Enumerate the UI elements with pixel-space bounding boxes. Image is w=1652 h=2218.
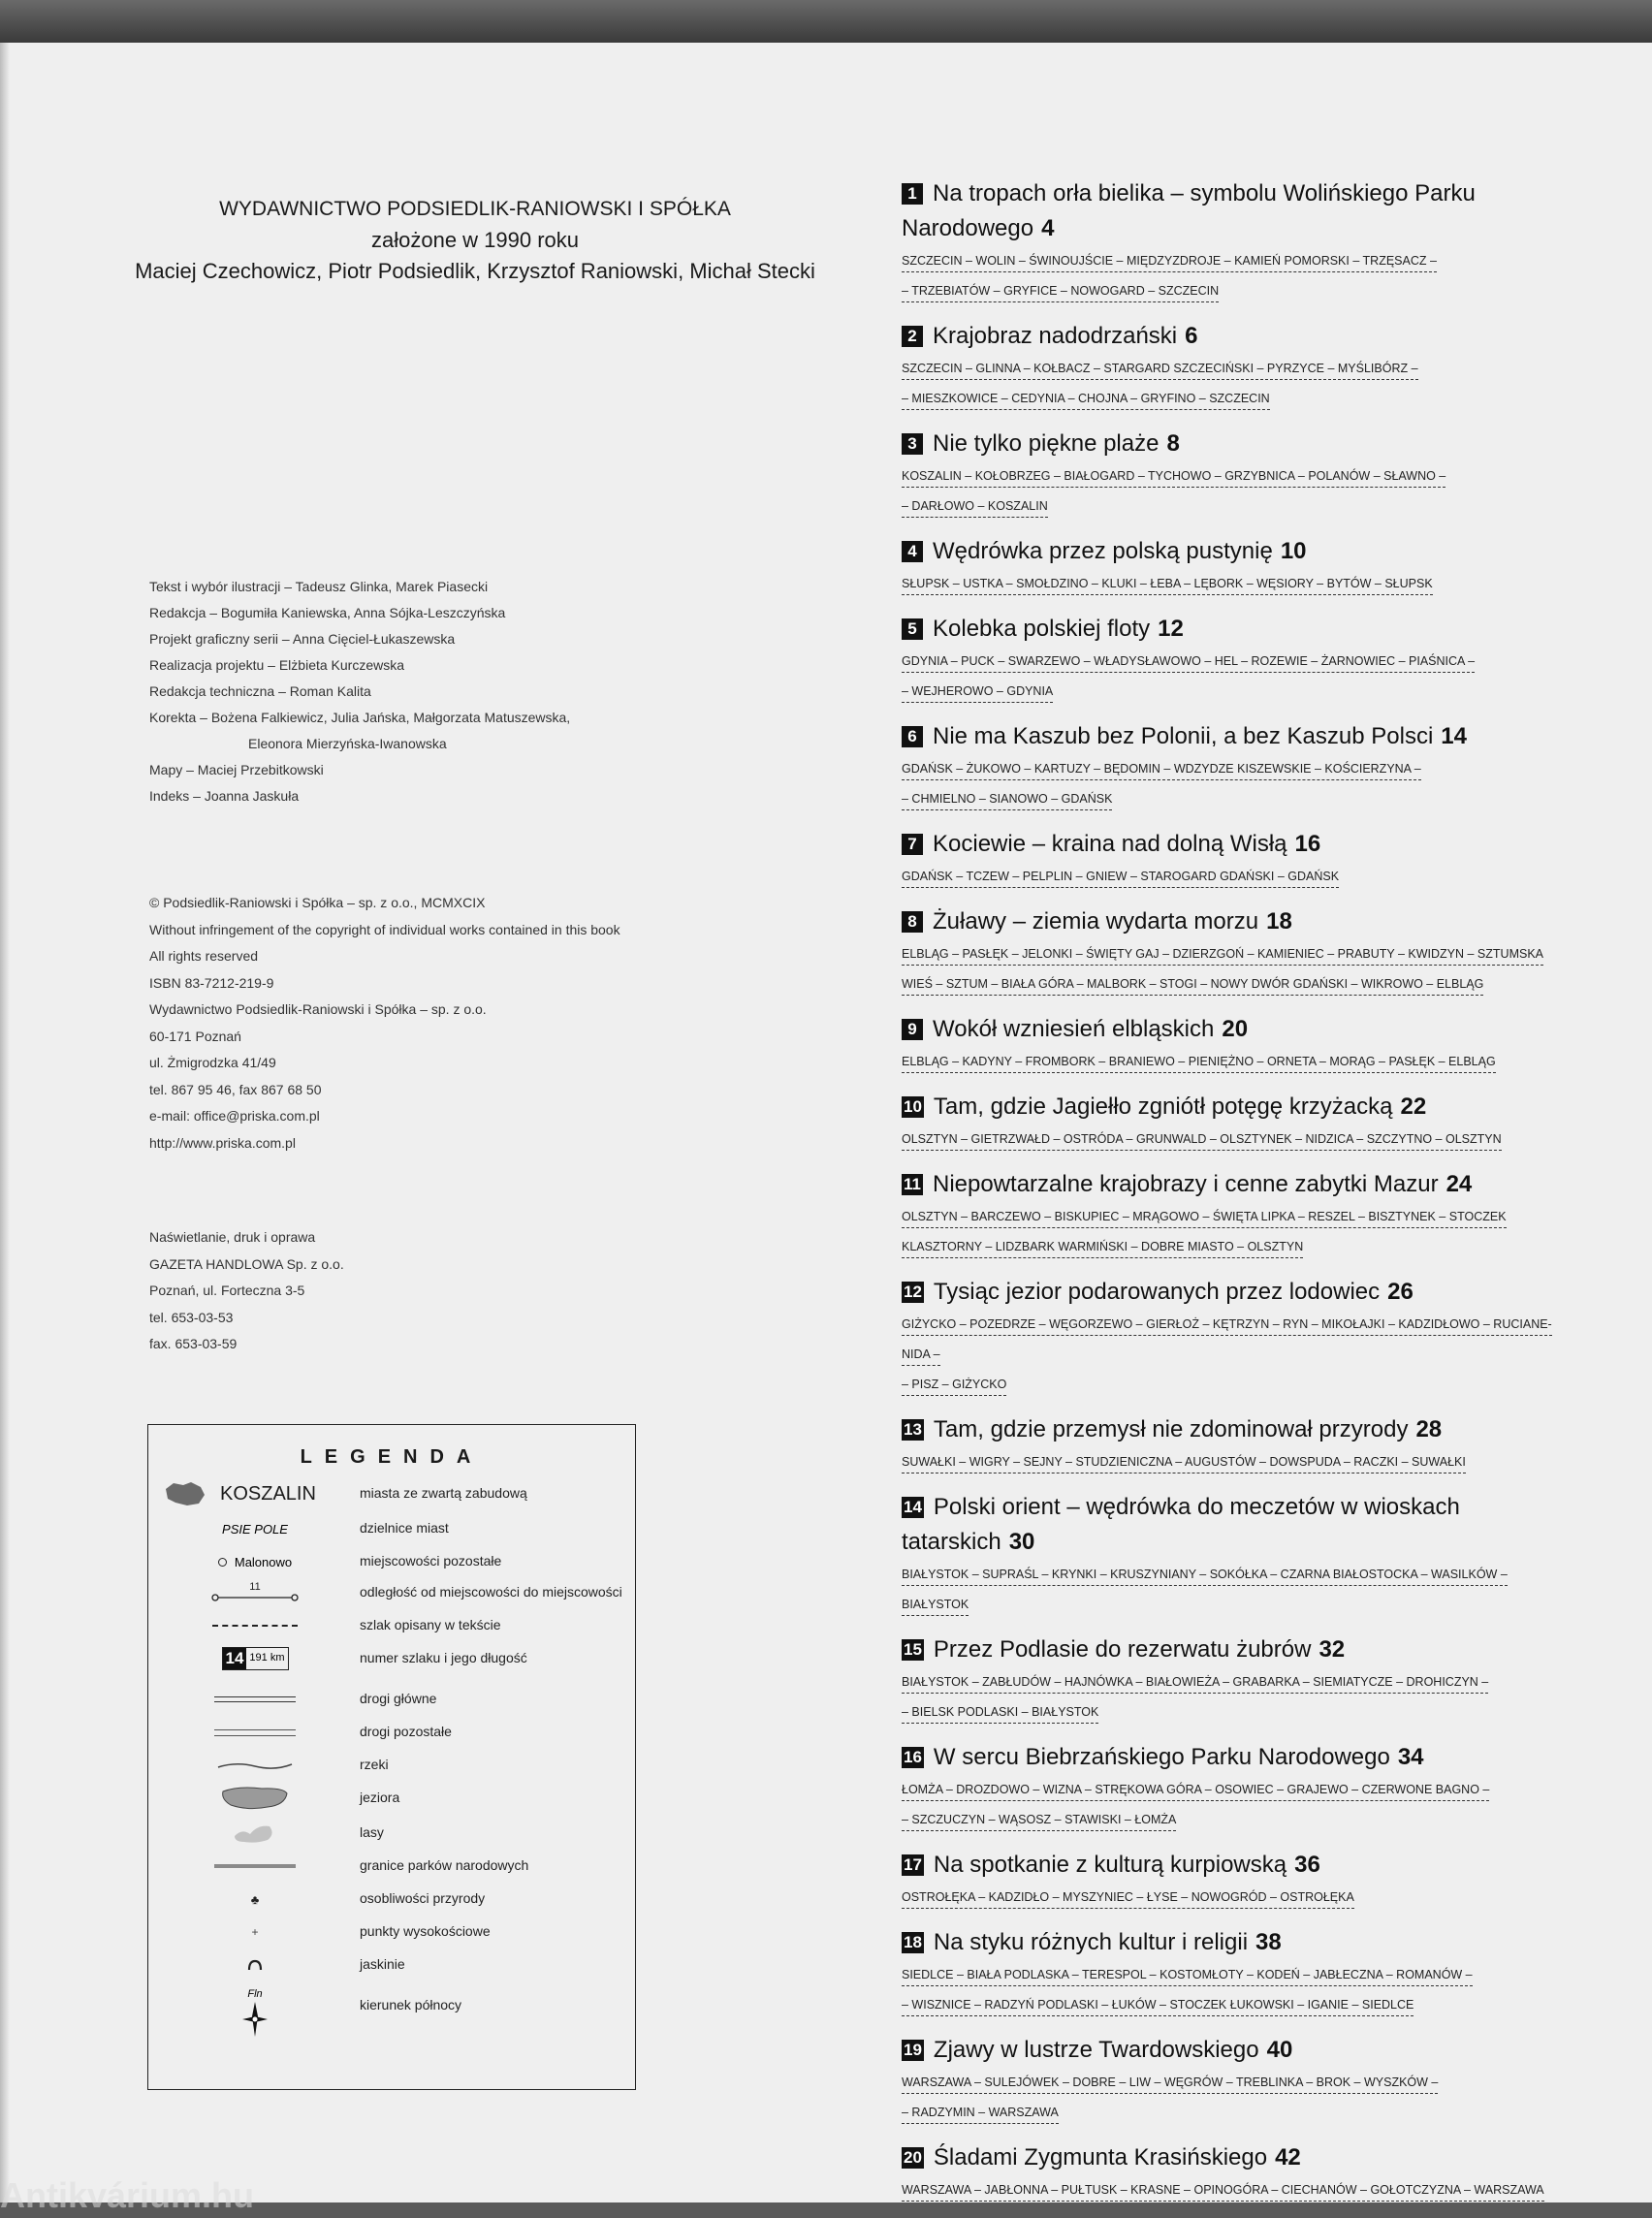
watermark: Antikvárium.hu: [0, 2175, 255, 2215]
legend-row-route-number: [148, 1644, 635, 1673]
toc-entry: [902, 1632, 1561, 1727]
map-legend: [147, 1424, 636, 2090]
book-top-edge: [0, 0, 1652, 43]
route-places: KOSZALIN – KOŁOBRZEG – BIAŁOGARD – TYCHOWO – GRZYBNICA – POLANÓW – SŁAWNO –: [902, 469, 1446, 488]
route-number-badge: 1: [902, 183, 923, 205]
chapter-title: Zjawy w lustrze Twardowskiego: [933, 2037, 1259, 2063]
chapter-title: Przez Podlasie do rezerwatu żubrów: [933, 1636, 1312, 1663]
toc-title-line: [902, 534, 1561, 569]
route-places: KLASZTORNY – LIDZBARK WARMIŃSKI – DOBRE MIASTO – OLSZTYN: [902, 1240, 1303, 1258]
page-number: 42: [1275, 2144, 1301, 2170]
print-line: GAZETA HANDLOWA Sp. z o.o.: [149, 1255, 344, 1272]
route-line: [902, 1232, 1561, 1262]
district-label: PSIE POLE: [222, 1521, 288, 1537]
route-line: [902, 491, 1561, 522]
route-number-badge: 7: [902, 834, 923, 855]
route-places: – BIELSK PODLASKI – BIAŁYSTOK: [902, 1705, 1098, 1724]
page-number: 16: [1294, 831, 1321, 857]
chapter-title: Wokół wzniesień elbląskich: [933, 1016, 1215, 1042]
credit-line: Projekt graficzny serii – Anna Cięciel-Łukaszewska: [149, 631, 456, 647]
publisher-name: WYDAWNICTWO PODSIEDLIK-RANIOWSKI I SPÓŁKA: [219, 198, 731, 220]
north-label: Fln: [247, 1988, 263, 2000]
toc-title-line: [902, 1848, 1561, 1883]
route-places: OSTROŁĘKA – KADZIDŁO – MYSZYNIEC – ŁYSE – NOWOGRÓD – OSTROŁĘKA: [902, 1890, 1354, 1909]
toc-title-line: [902, 1740, 1561, 1775]
credit-line: Redakcja techniczna – Roman Kalita: [149, 683, 371, 699]
cave-icon: [148, 1950, 362, 1980]
route-line: [902, 1370, 1561, 1400]
route-line: [902, 1960, 1561, 1990]
route-number-badge: 5: [902, 618, 923, 640]
route-number-badge: 4: [902, 541, 923, 562]
route-places: OLSZTYN – BARCZEWO – BISKUPIEC – MRĄGOWO – ŚWIĘTA LIPKA – RESZEL – BISZTYNEK – STOCZEK: [902, 1210, 1507, 1228]
toc-entry: [902, 1848, 1561, 1913]
route-places: GDAŃSK – ŻUKOWO – KARTUZY – BĘDOMIN – WDZYDZE KISZEWSKIE – KOŚCIERZYNA –: [902, 762, 1421, 780]
nature-feature-icon: ♣: [250, 1891, 260, 1907]
route-line: [902, 784, 1561, 814]
chapter-title: Kociewie – kraina nad dolną Wisłą: [933, 831, 1287, 857]
route-places: – TRZEBIATÓW – GRYFICE – NOWOGARD – SZCZECIN: [902, 284, 1219, 302]
toc-title-line: [902, 1167, 1561, 1202]
legend-desc: lasy: [360, 1824, 384, 1840]
route-line: [902, 246, 1561, 276]
page-number: 34: [1397, 1744, 1424, 1770]
toc-entry: [902, 319, 1561, 414]
place-circle-icon: [218, 1558, 227, 1567]
route-places: SŁUPSK – USTKA – SMOŁDZINO – KLUKI – ŁEBA – LĘBORK – WĘSIORY – BYTÓW – SŁUPSK: [902, 577, 1433, 595]
route-number-badge: 16: [904, 1748, 922, 1766]
legend-row-nature: [148, 1885, 635, 1914]
compass-icon: [148, 1983, 362, 2044]
toc-entry: [902, 534, 1561, 599]
chapter-title: Na styku różnych kultur i religii: [933, 1929, 1249, 1955]
legend-row-district: [148, 1514, 635, 1543]
toc-entry: [902, 1167, 1561, 1262]
copyright-line: tel. 867 95 46, fax 867 68 50: [149, 1081, 322, 1097]
route-places: – CHMIELNO – SIANOWO – GDAŃSK: [902, 792, 1112, 810]
legend-desc: jeziora: [360, 1790, 400, 1805]
lake-icon: [148, 1784, 362, 1813]
page-number: 10: [1280, 538, 1307, 564]
chapter-title: W sercu Biebrzańskiego Parku Narodowego: [933, 1744, 1390, 1770]
legend-desc: miasta ze zwartą zabudową: [360, 1485, 527, 1501]
route-line: [902, 2098, 1561, 2128]
toc-entry: [902, 427, 1561, 522]
route-places: – RADZYMIN – WARSZAWA: [902, 2106, 1059, 2124]
route-line: [902, 1047, 1561, 1077]
route-line: [902, 384, 1561, 414]
copyright-block: [149, 890, 620, 1157]
page-number: 6: [1185, 323, 1198, 349]
toc-entry: [902, 2033, 1561, 2128]
credit-line: Eleonora Mierzyńska-Iwanowska: [248, 736, 447, 751]
toc-title-line: [902, 1090, 1561, 1125]
route-line: [902, 969, 1561, 999]
chapter-title: Niepowtarzalne krajobrazy i cenne zabytki Mazur: [933, 1171, 1439, 1197]
legend-desc: kierunek północy: [360, 1997, 462, 2012]
print-line: Poznań, ul. Forteczna 3-5: [149, 1283, 305, 1298]
credit-line: Mapy – Maciej Przebitkowski: [149, 762, 324, 777]
website: http://www.priska.com.pl: [149, 1134, 296, 1151]
legend-row-north: [148, 1983, 635, 2044]
chapter-title: Wędrówka przez polską pustynię: [933, 538, 1273, 564]
isbn: ISBN 83-7212-219-9: [149, 974, 274, 991]
route-places: – WEJHEROWO – GDYNIA: [902, 684, 1053, 703]
main-road-icon: [148, 1685, 362, 1714]
route-line: [902, 1697, 1561, 1727]
route-line: [902, 1775, 1561, 1805]
route-line: [902, 354, 1561, 384]
chapter-title: Na spotkanie z kulturą kurpiowską: [933, 1852, 1287, 1878]
toc-entry: [902, 827, 1561, 892]
legend-desc: osobliwości przyrody: [360, 1890, 486, 1906]
toc-title-line: [902, 827, 1561, 862]
legend-row-place: [148, 1547, 635, 1576]
route-places: – WISZNICE – RADZYŃ PODLASKI – ŁUKÓW – STOCZEK ŁUKOWSKI – IGANIE – SIEDLCE: [902, 1998, 1414, 2016]
route-line: [902, 1125, 1561, 1155]
city-area-icon: [148, 1479, 375, 1508]
route-places: SIEDLCE – BIAŁA PODLASKA – TERESPOL – KOSTOMŁOTY – KODEŃ – JABŁECZNA – ROMANÓW –: [902, 1968, 1473, 1986]
route-line: [902, 939, 1561, 969]
legend-desc: drogi główne: [360, 1691, 437, 1706]
route-number-badge: 9: [902, 1019, 923, 1040]
legend-row-lakes: [148, 1784, 635, 1813]
route-line: [902, 1805, 1561, 1835]
chapter-title: Polski orient – wędrówka do meczetów w wioskach tatarskich: [902, 1494, 1460, 1555]
distance-icon: [148, 1578, 362, 1607]
toc-entry: [902, 1412, 1561, 1477]
route-places: GDYNIA – PUCK – SWARZEWO – WŁADYSŁAWOWO – HEL – ROZEWIE – ŻARNOWIEC – PIAŚNICA –: [902, 654, 1475, 673]
route-number-badge: 11: [902, 1174, 923, 1195]
page-number: 40: [1266, 2037, 1293, 2063]
toc-title-line: [902, 1490, 1561, 1560]
route-places: – MIESZKOWICE – CEDYNIA – CHOJNA – GRYFINO – SZCZECIN: [902, 392, 1270, 410]
legend-row-caves: [148, 1950, 635, 1980]
route-num: 14: [223, 1648, 247, 1669]
toc-entry: [902, 1925, 1561, 2020]
toc-title-line: [902, 719, 1561, 754]
copyright-line: Wydawnictwo Podsiedlik-Raniowski i Spółka – sp. z o.o.: [149, 1001, 487, 1017]
copyright-line: Without infringement of the copyright of individual works contained in this book: [149, 921, 620, 937]
credit-line: Indeks – Joanna Jaskuła: [149, 788, 300, 804]
chapter-title: Żuławy – ziemia wydarta morzu: [933, 908, 1259, 935]
route-places: WARSZAWA – SULEJÓWEK – DOBRE – LIW – WĘGRÓW – TREBLINKA – BROK – WYSZKÓW –: [902, 2075, 1438, 2094]
route-number-badge: 19: [904, 2041, 922, 2059]
legend-row-distance: [148, 1578, 635, 1607]
park-border-icon: [148, 1852, 362, 1881]
toc-entry: [902, 904, 1561, 999]
route-line: [902, 2175, 1561, 2205]
route-line: [902, 461, 1561, 491]
route-number-icon: [148, 1644, 362, 1673]
route-number-badge: 20: [904, 2148, 922, 2167]
route-places: WIEŚ – SZTUM – BIAŁA GÓRA – MALBORK – STOGI – NOWY DWÓR GDAŃSKI – WIKROWO – ELBLĄG: [902, 977, 1483, 996]
page-number: 26: [1387, 1279, 1414, 1305]
legend-row-main-roads: [148, 1685, 635, 1714]
page-number: 14: [1441, 723, 1467, 749]
toc-title-line: [902, 612, 1561, 647]
credit-line: Tekst i wybór ilustracji – Tadeusz Glinka, Marek Piasecki: [149, 579, 489, 594]
route-line: [902, 1310, 1561, 1370]
copyright-line: 60-171 Poznań: [149, 1028, 241, 1044]
credit-line: Realizacja projektu – Elżbieta Kurczewska: [149, 657, 405, 673]
legend-desc: rzeki: [360, 1757, 389, 1772]
toc-title-line: [902, 319, 1561, 354]
publisher-founded: założone w 1990 roku: [370, 228, 580, 252]
print-line: tel. 653-03-53: [149, 1309, 234, 1325]
route-line: [902, 1202, 1561, 1232]
legend-row-trail: [148, 1611, 635, 1640]
page-number: 28: [1415, 1416, 1443, 1442]
toc-title-line: [902, 1012, 1561, 1047]
legend-row-park-borders: [148, 1852, 635, 1881]
route-line: [902, 1560, 1561, 1620]
route-places: WARSZAWA – JABŁONNA – PUŁTUSK – KRASNE – OPINOGÓRA – CIECHANÓW – GOŁOTCZYZNA – WARSZAWA: [902, 2183, 1544, 2202]
route-line: [902, 1447, 1561, 1477]
credit-line: Korekta – Bożena Falkiewicz, Julia Jańska, Małgorzata Matuszewska,: [149, 710, 571, 725]
route-number-badge: 12: [904, 1283, 922, 1301]
route-number-badge: 18: [904, 1933, 922, 1951]
route-number-badge: 10: [904, 1097, 922, 1116]
other-road-icon: [148, 1718, 362, 1747]
legend-row-rivers: [148, 1751, 635, 1780]
route-places: SZCZECIN – WOLIN – ŚWINOUJŚCIE – MIĘDZYZDROJE – KAMIEŃ POMORSKI – TRZĘSACZ –: [902, 254, 1437, 272]
copyright-line: © Podsiedlik-Raniowski i Spółka – sp. z o.o., MCMXCIX: [149, 895, 486, 910]
page-number: 22: [1400, 1093, 1427, 1120]
legend-row-forests: [148, 1819, 635, 1848]
table-of-contents: [902, 176, 1561, 2218]
route-line: [902, 677, 1561, 707]
route-number-badge: 6: [902, 726, 923, 747]
chapter-title: Nie tylko piękne plaże: [933, 430, 1160, 457]
legend-desc: dzielnice miast: [360, 1520, 449, 1536]
legend-title: LEGENDA: [300, 1446, 484, 1468]
toc-title-line: [902, 176, 1561, 246]
route-number-badge: 13: [904, 1420, 922, 1439]
page-number: 24: [1446, 1171, 1473, 1197]
legend-row-other-roads: [148, 1718, 635, 1747]
chapter-title: Na tropach orła bielika – symbolu Wolińskiego Parku Narodowego: [902, 180, 1476, 241]
route-line: [902, 276, 1561, 306]
toc-title-line: [902, 1275, 1561, 1310]
copyright-line: All rights reserved: [149, 948, 259, 964]
page-gutter: [0, 43, 10, 2202]
route-places: – DARŁOWO – KOSZALIN: [902, 499, 1048, 518]
credit-line: Redakcja – Bogumiła Kaniewska, Anna Sójka-Leszczyńska: [149, 605, 506, 620]
route-number-badge: 3: [902, 433, 923, 455]
route-line: [902, 647, 1561, 677]
forest-icon: [148, 1819, 362, 1848]
route-number-badge: 14: [904, 1498, 922, 1516]
toc-entry: [902, 1012, 1561, 1077]
legend-desc: granice parków narodowych: [360, 1857, 529, 1873]
legend-desc: drogi pozostałe: [360, 1724, 452, 1739]
route-line: [902, 2068, 1561, 2098]
route-places: ŁOMŻA – DROZDOWO – WIZNA – STRĘKOWA GÓRA – OSOWIEC – GRAJEWO – CZERWONE BAGNO –: [902, 1783, 1489, 1801]
credits-block: [149, 574, 570, 809]
print-line: fax. 653-03-59: [149, 1336, 238, 1351]
toc-entry: [902, 1090, 1561, 1155]
chapter-title: Śladami Zygmunta Krasińskiego: [933, 2144, 1268, 2170]
toc-entry: [902, 1740, 1561, 1835]
legend-row-elevation: [148, 1917, 635, 1947]
toc-entry: [902, 176, 1561, 306]
place-label: Malonowo: [234, 1554, 293, 1569]
route-places: ELBLĄG – PASŁĘK – JELONKI – ŚWIĘTY GAJ – DZIERZGOŃ – KAMIENIEC – PRABUTY – KWIDZYN – SZTUMSKA: [902, 947, 1543, 966]
trail-dashed-icon: [148, 1611, 362, 1640]
page-number: 36: [1294, 1852, 1320, 1878]
route-line: [902, 862, 1561, 892]
toc-title-line: [902, 2033, 1561, 2068]
route-places: BIAŁYSTOK – SUPRAŚL – KRYNKI – KRUSZYNIANY – SOKÓŁKA – CZARNA BIAŁOSTOCKA – WASILKÓW – BIAŁYSTOK: [902, 1568, 1508, 1616]
elevation-point-icon: +: [251, 1925, 259, 1939]
river-icon: [148, 1751, 362, 1780]
toc-entry: [902, 2140, 1561, 2205]
legend-desc: punkty wysokościowe: [360, 1923, 491, 1939]
toc-title-line: [902, 1412, 1561, 1447]
route-places: SZCZECIN – GLINNA – KOŁBACZ – STARGARD SZCZECIŃSKI – PYRZYCE – MYŚLIBÓRZ –: [902, 362, 1418, 380]
toc-entry: [902, 1490, 1561, 1620]
page-number: 20: [1222, 1016, 1249, 1042]
toc-title-line: [902, 1925, 1561, 1960]
page-number: 18: [1266, 908, 1292, 935]
publisher-block: [107, 194, 843, 287]
route-number-badge: 17: [904, 1855, 922, 1874]
legend-desc: jaskinie: [360, 1956, 405, 1972]
toc-title-line: [902, 1632, 1561, 1667]
route-line: [902, 569, 1561, 599]
chapter-title: Tam, gdzie przemysł nie zdominował przyrody: [933, 1416, 1409, 1442]
toc-title-line: [902, 427, 1561, 461]
page-number: 8: [1166, 430, 1180, 457]
route-places: SUWAŁKI – WIGRY – SEJNY – STUDZIENICZNA – AUGUSTÓW – DOWSPUDA – RACZKI – SUWAŁKI: [902, 1455, 1466, 1473]
toc-entry: [902, 1275, 1561, 1400]
route-places: BIAŁYSTOK – ZABŁUDÓW – HAJNÓWKA – BIAŁOWIEŻA – GRABARKA – SIEMIATYCZE – DROHICZYN –: [902, 1675, 1488, 1694]
route-number-badge: 2: [902, 326, 923, 347]
route-places: GDAŃSK – TCZEW – PELPLIN – GNIEW – STAROGARD GDAŃSKI – GDAŃSK: [902, 870, 1339, 888]
legend-desc: szlak opisany w tekście: [360, 1617, 501, 1632]
chapter-title: Nie ma Kaszub bez Polonii, a bez Kaszub Polsci: [933, 723, 1434, 749]
email: e-mail: office@priska.com.pl: [149, 1108, 320, 1124]
route-line: [902, 1883, 1561, 1913]
route-line: [902, 1667, 1561, 1697]
legend-row-city: [148, 1479, 635, 1508]
publisher-founders: Maciej Czechowicz, Piotr Podsiedlik, Krzysztof Raniowski, Michał Stecki: [135, 259, 815, 283]
chapter-title: Kolebka polskiej floty: [933, 616, 1151, 642]
toc-entry: [902, 719, 1561, 814]
page-number: 30: [1008, 1529, 1035, 1555]
route-places: – PISZ – GIŻYCKO: [902, 1378, 1006, 1396]
chapter-title: Tam, gdzie Jagiełło zgniótł potęgę krzyżacką: [933, 1093, 1393, 1120]
page-number: 32: [1318, 1636, 1346, 1663]
page-number: 4: [1041, 215, 1055, 241]
route-places: GIŻYCKO – POZEDRZE – WĘGORZEWO – GIERŁOŻ – KĘTRZYN – RYN – MIKOŁAJKI – KADZIDŁOWO – RUCIANE-NIDA –: [902, 1317, 1552, 1366]
route-number-badge: 8: [902, 911, 923, 933]
toc-entry: [902, 612, 1561, 707]
route-len: 191 km: [249, 1652, 285, 1664]
legend-desc: odległość od miejscowości do miejscowości: [360, 1584, 622, 1600]
chapter-title: Tysiąc jezior podarowanych przez lodowiec: [933, 1279, 1381, 1305]
toc-title-line: [902, 904, 1561, 939]
print-line: Naświetlanie, druk i oprawa: [149, 1229, 316, 1245]
route-places: OLSZTYN – GIETRZWAŁD – OSTRÓDA – GRUNWALD – OLSZTYNEK – NIDZICA – SZCZYTNO – OLSZTYN: [902, 1132, 1502, 1151]
route-line: [902, 754, 1561, 784]
route-places: ELBLĄG – KADYNY – FROMBORK – BRANIEWO – PIENIĘŻNO – ORNETA – MORĄG – PASŁĘK – ELBLĄG: [902, 1055, 1496, 1073]
route-line: [902, 1990, 1561, 2020]
legend-desc: miejscowości pozostałe: [360, 1553, 502, 1568]
distance-label: 11: [249, 1581, 261, 1593]
toc-title-line: [902, 2140, 1561, 2175]
page-number: 38: [1255, 1929, 1282, 1955]
route-places: – SZCZUCZYN – WĄSOSZ – STAWISKI – ŁOMŻA: [902, 1813, 1176, 1831]
printing-block: [149, 1224, 344, 1358]
legend-desc: numer szlaku i jego długość: [360, 1650, 527, 1665]
route-number-badge: 15: [904, 1640, 922, 1659]
chapter-title: Krajobraz nadodrzański: [933, 323, 1178, 349]
city-label: KOSZALIN: [220, 1482, 316, 1505]
page-number: 12: [1158, 616, 1184, 642]
copyright-line: ul. Żmigrodzka 41/49: [149, 1055, 276, 1070]
